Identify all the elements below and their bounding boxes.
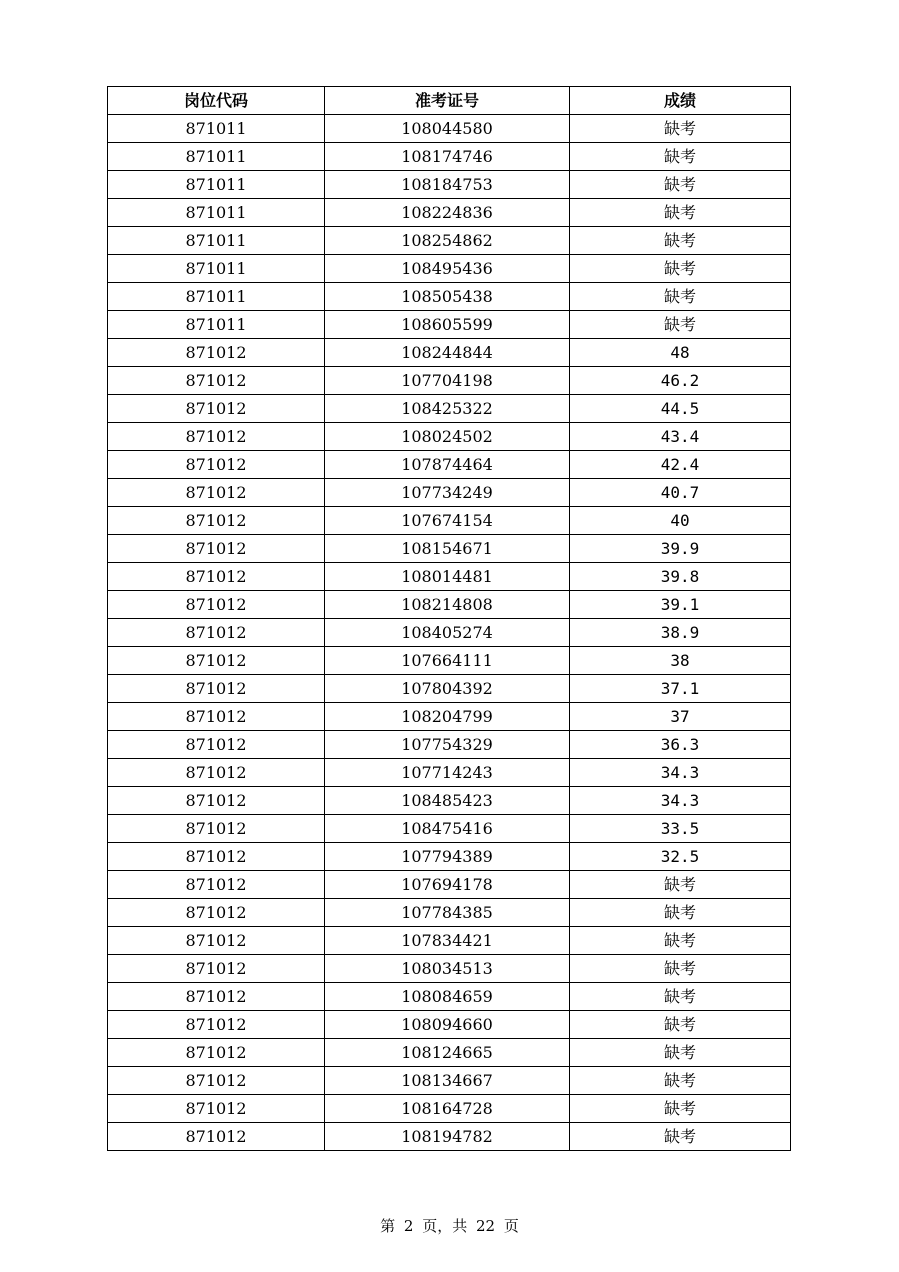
table-row: [108, 479, 791, 507]
admission-number-cell: 107704198: [325, 367, 570, 395]
score-cell: 缺考: [570, 199, 791, 227]
score-cell: 43.4: [570, 423, 791, 451]
score-cell: 缺考: [570, 227, 791, 255]
score-cell: 缺考: [570, 927, 791, 955]
position-code-cell: 871012: [108, 675, 325, 703]
admission-number-cell: 108605599: [325, 311, 570, 339]
score-cell: 36.3: [570, 731, 791, 759]
admission-number-cell: 108174746: [325, 143, 570, 171]
admission-number-cell: 108084659: [325, 983, 570, 1011]
score-cell: 缺考: [570, 1095, 791, 1123]
table-row: [108, 283, 791, 311]
admission-number-cell: 108405274: [325, 619, 570, 647]
header-admission-number: 准考证号: [325, 87, 570, 115]
score-cell: 缺考: [570, 311, 791, 339]
score-cell: 39.9: [570, 535, 791, 563]
position-code-cell: 871012: [108, 871, 325, 899]
score-cell: 缺考: [570, 255, 791, 283]
score-table-container: [107, 86, 791, 1151]
score-cell: 34.3: [570, 759, 791, 787]
table-row: [108, 115, 791, 143]
admission-number-cell: 107664111: [325, 647, 570, 675]
table-row: [108, 927, 791, 955]
position-code-cell: 871011: [108, 311, 325, 339]
score-cell: 32.5: [570, 843, 791, 871]
score-cell: 48: [570, 339, 791, 367]
position-code-cell: 871012: [108, 815, 325, 843]
admission-number-cell: 108425322: [325, 395, 570, 423]
table-row: [108, 1039, 791, 1067]
position-code-cell: 871012: [108, 451, 325, 479]
score-cell: 缺考: [570, 143, 791, 171]
table-row: [108, 871, 791, 899]
position-code-cell: 871012: [108, 423, 325, 451]
score-cell: 38.9: [570, 619, 791, 647]
position-code-cell: 871011: [108, 143, 325, 171]
table-row: [108, 507, 791, 535]
admission-number-cell: 107694178: [325, 871, 570, 899]
score-cell: 缺考: [570, 1039, 791, 1067]
table-row: [108, 255, 791, 283]
header-score: 成绩: [570, 87, 791, 115]
admission-number-cell: 108204799: [325, 703, 570, 731]
position-code-cell: 871012: [108, 703, 325, 731]
score-cell: 缺考: [570, 1123, 791, 1151]
admission-number-cell: 108505438: [325, 283, 570, 311]
admission-number-cell: 107754329: [325, 731, 570, 759]
score-cell: 40: [570, 507, 791, 535]
score-cell: 42.4: [570, 451, 791, 479]
table-row: [108, 843, 791, 871]
page-number-footer: 第 2 页，共 22 页: [380, 1217, 519, 1235]
table-row: [108, 731, 791, 759]
table-body: [108, 115, 791, 1151]
table-row: [108, 171, 791, 199]
admission-number-cell: 107734249: [325, 479, 570, 507]
table-row: [108, 199, 791, 227]
admission-number-cell: 107784385: [325, 899, 570, 927]
position-code-cell: 871012: [108, 1095, 325, 1123]
header-position-code: 岗位代码: [108, 87, 325, 115]
position-code-cell: 871012: [108, 395, 325, 423]
admission-number-cell: 108214808: [325, 591, 570, 619]
score-cell: 39.8: [570, 563, 791, 591]
score-cell: 缺考: [570, 955, 791, 983]
table-row: [108, 675, 791, 703]
position-code-cell: 871012: [108, 899, 325, 927]
score-cell: 缺考: [570, 899, 791, 927]
table-row: [108, 787, 791, 815]
score-cell: 缺考: [570, 983, 791, 1011]
admission-number-cell: 108024502: [325, 423, 570, 451]
admission-number-cell: 107804392: [325, 675, 570, 703]
score-cell: 34.3: [570, 787, 791, 815]
table-row: [108, 535, 791, 563]
position-code-cell: 871012: [108, 983, 325, 1011]
admission-number-cell: 108124665: [325, 1039, 570, 1067]
position-code-cell: 871012: [108, 591, 325, 619]
admission-number-cell: 108154671: [325, 535, 570, 563]
admission-number-cell: 107714243: [325, 759, 570, 787]
position-code-cell: 871012: [108, 927, 325, 955]
admission-number-cell: 108485423: [325, 787, 570, 815]
score-cell: 37: [570, 703, 791, 731]
position-code-cell: 871012: [108, 731, 325, 759]
position-code-cell: 871011: [108, 227, 325, 255]
table-row: [108, 955, 791, 983]
table-row: [108, 451, 791, 479]
table-row: [108, 227, 791, 255]
admission-number-cell: 107874464: [325, 451, 570, 479]
score-cell: 缺考: [570, 1067, 791, 1095]
table-row: [108, 1095, 791, 1123]
position-code-cell: 871011: [108, 171, 325, 199]
table-row: [108, 983, 791, 1011]
score-cell: 39.1: [570, 591, 791, 619]
position-code-cell: 871012: [108, 507, 325, 535]
table-row: [108, 1067, 791, 1095]
position-code-cell: 871011: [108, 115, 325, 143]
admission-number-cell: 107674154: [325, 507, 570, 535]
table-row: [108, 619, 791, 647]
position-code-cell: 871012: [108, 339, 325, 367]
position-code-cell: 871012: [108, 787, 325, 815]
table-row: [108, 339, 791, 367]
score-cell: 46.2: [570, 367, 791, 395]
admission-number-cell: 107794389: [325, 843, 570, 871]
position-code-cell: 871012: [108, 1123, 325, 1151]
position-code-cell: 871012: [108, 647, 325, 675]
score-cell: 缺考: [570, 171, 791, 199]
position-code-cell: 871012: [108, 535, 325, 563]
admission-number-cell: 108194782: [325, 1123, 570, 1151]
position-code-cell: 871012: [108, 843, 325, 871]
position-code-cell: 871012: [108, 955, 325, 983]
admission-number-cell: 108014481: [325, 563, 570, 591]
position-code-cell: 871011: [108, 255, 325, 283]
score-table: [107, 86, 791, 1151]
table-row: [108, 311, 791, 339]
table-row: [108, 1011, 791, 1039]
position-code-cell: 871011: [108, 199, 325, 227]
score-cell: 缺考: [570, 283, 791, 311]
admission-number-cell: 108244844: [325, 339, 570, 367]
table-row: [108, 395, 791, 423]
score-cell: 缺考: [570, 115, 791, 143]
table-header-row: [108, 87, 791, 115]
admission-number-cell: 108034513: [325, 955, 570, 983]
table-row: [108, 143, 791, 171]
admission-number-cell: 108094660: [325, 1011, 570, 1039]
table-row: [108, 815, 791, 843]
table-row: [108, 591, 791, 619]
table-row: [108, 759, 791, 787]
position-code-cell: 871012: [108, 479, 325, 507]
table-row: [108, 423, 791, 451]
table-row: [108, 563, 791, 591]
admission-number-cell: 108475416: [325, 815, 570, 843]
score-cell: 缺考: [570, 871, 791, 899]
admission-number-cell: 108134667: [325, 1067, 570, 1095]
score-cell: 38: [570, 647, 791, 675]
table-row: [108, 647, 791, 675]
position-code-cell: 871012: [108, 563, 325, 591]
score-cell: 缺考: [570, 1011, 791, 1039]
admission-number-cell: 108184753: [325, 171, 570, 199]
score-cell: 33.5: [570, 815, 791, 843]
admission-number-cell: 108044580: [325, 115, 570, 143]
position-code-cell: 871011: [108, 283, 325, 311]
score-cell: 37.1: [570, 675, 791, 703]
admission-number-cell: 108254862: [325, 227, 570, 255]
position-code-cell: 871012: [108, 1067, 325, 1095]
position-code-cell: 871012: [108, 619, 325, 647]
score-cell: 40.7: [570, 479, 791, 507]
position-code-cell: 871012: [108, 1011, 325, 1039]
score-cell: 44.5: [570, 395, 791, 423]
table-row: [108, 899, 791, 927]
admission-number-cell: 108495436: [325, 255, 570, 283]
table-row: [108, 703, 791, 731]
position-code-cell: 871012: [108, 759, 325, 787]
admission-number-cell: 107834421: [325, 927, 570, 955]
admission-number-cell: 108164728: [325, 1095, 570, 1123]
admission-number-cell: 108224836: [325, 199, 570, 227]
table-row: [108, 367, 791, 395]
table-row: [108, 1123, 791, 1151]
position-code-cell: 871012: [108, 367, 325, 395]
position-code-cell: 871012: [108, 1039, 325, 1067]
